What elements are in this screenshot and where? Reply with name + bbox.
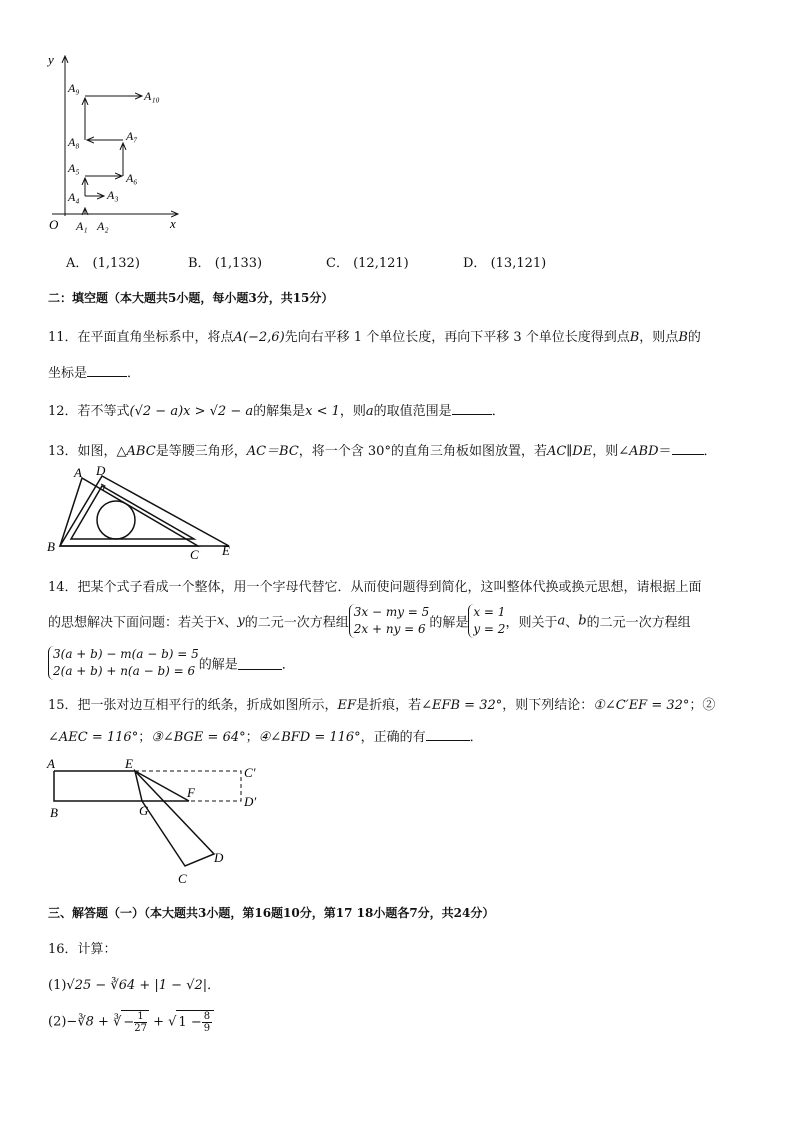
label-c-prime: C′: [244, 765, 256, 780]
q16-part2-frac2: [202, 1011, 212, 1034]
q14-system2: [48, 646, 199, 680]
q12-prefix: 12．若不等式: [48, 404, 130, 419]
q16-part1-a: √25: [66, 978, 92, 993]
q15-sep3: ；: [245, 730, 259, 745]
q16-part2-radicand1: [121, 1010, 149, 1034]
option-b-value: (1,133): [214, 256, 263, 271]
q14-sol-eq2: y = 2: [473, 622, 506, 636]
q12-mid: 的解集是: [253, 404, 306, 419]
q16-part2-radicand2: [176, 1010, 214, 1034]
q15-ef: EF: [337, 698, 357, 713]
q14-sol-eq1: x = 1: [473, 605, 506, 619]
q14-b: b: [578, 613, 587, 629]
q12-var: a: [365, 404, 374, 419]
q14-sys1-eq2: 2x + ny = 6: [353, 622, 426, 636]
q11-answer-blank[interactable]: [87, 364, 127, 377]
q15-answer-blank[interactable]: [426, 728, 470, 741]
y-axis-label: y: [48, 52, 54, 67]
q11-point: A(−2,6): [233, 330, 285, 345]
q11-text-c: ，则点: [639, 330, 679, 345]
q14-y: y: [237, 613, 245, 629]
option-c[interactable]: [326, 252, 409, 271]
label-d: D: [96, 463, 106, 478]
q15-conclusion4: ④∠BFD = 116°: [258, 730, 361, 745]
q14-a: a: [557, 613, 566, 629]
q16-part2-frac2-num: 8: [203, 1011, 211, 1022]
q12-answer-blank[interactable]: [452, 402, 492, 415]
point-a9: A₉: [68, 81, 80, 95]
q14-sys1-eq1: 3x − my = 5: [353, 605, 430, 619]
label-b: B: [47, 539, 55, 554]
q12-end: ．: [491, 404, 505, 419]
option-d-value: (13,121): [490, 256, 547, 271]
q15-line2: [48, 726, 483, 745]
q14-text-b: 的二元一次方程组: [244, 615, 349, 631]
q15-text-c: ，则下列结论：: [502, 698, 594, 713]
option-b[interactable]: [188, 252, 262, 271]
q14-text-c: 的解是: [429, 615, 469, 631]
q16-part2-label: (2): [48, 1014, 67, 1030]
label-d: D: [214, 850, 224, 865]
label-e: E: [125, 756, 133, 771]
q14-solution1: [468, 604, 505, 638]
x-axis-label: x: [170, 216, 176, 231]
q15-conclusion2: ∠AEC = 116°: [48, 730, 139, 745]
figure-staircase: [40, 48, 200, 238]
q11-text-d: 的: [687, 330, 701, 345]
label-c: C: [178, 871, 187, 886]
q16-part2-a: −∛8 + ∛: [66, 1014, 122, 1030]
label-f: F: [187, 785, 195, 800]
q15-conclusion1: ①∠C′EF = 32°: [593, 698, 690, 713]
q11-text-b: 先向右平移 1 个单位长度，再向下平移 3 个单位长度得到点: [284, 330, 630, 345]
q16-part2-c: 1 −: [178, 1015, 202, 1030]
label-a: A: [47, 756, 55, 771]
q14-line1: 14．把某个式子看成一个整体，用一个字母代替它．从而使问题得到简化，这叫整体代换或换元思想，请根据上面: [48, 580, 702, 595]
point-a10: A₁₀: [144, 89, 160, 103]
q16-part2-b: +: [148, 1014, 169, 1030]
q13-text-e: ＝: [658, 444, 672, 459]
label-e: E: [222, 543, 230, 558]
q13-line: [48, 440, 717, 459]
q11-line2: [48, 362, 140, 381]
q15-text-b: 是折痕，若: [356, 698, 422, 713]
option-c-value: (12,121): [353, 256, 409, 271]
q12-line: [48, 400, 505, 419]
q16-part2-frac1-num: 1: [134, 1011, 147, 1023]
figure-folded-strip: [44, 754, 274, 890]
origin-label: O: [49, 217, 59, 232]
q16-part1-c: |1 − √2|: [154, 978, 208, 993]
q16-part2: [48, 1010, 214, 1034]
section2-title: 二：填空题（本大题共5小题，每小题3分，共15分）: [48, 291, 334, 305]
q13-angle: ABD: [629, 444, 659, 459]
q15-text-a: 15．把一张对边互相平行的纸条，折成如图所示，: [48, 698, 338, 713]
q13-text-a: 13．如图，: [48, 444, 117, 459]
point-a2: A₂: [97, 219, 109, 233]
q14-text-e: 的二元一次方程组: [586, 615, 691, 631]
q11-line1: [48, 326, 701, 345]
q14-answer-blank[interactable]: [238, 657, 282, 670]
q14-text-line3: 的解是: [198, 657, 238, 673]
q13-text-c: ，将一个含 30°的直角三角板如图放置，若: [298, 444, 547, 459]
q16-part2-frac2-den: 9: [203, 1023, 211, 1034]
q11-b2: B: [678, 330, 688, 345]
option-a-value: (1,132): [92, 256, 140, 271]
label-a: A: [74, 465, 82, 480]
q15-conclusion3: ③∠BGE = 64°: [151, 730, 246, 745]
point-a7: A₇: [126, 129, 138, 143]
q15-sep1: ；: [689, 698, 703, 713]
q15-text-end: ，正确的有: [360, 730, 426, 745]
q12-mid2: ，则: [339, 404, 366, 419]
q16-part1-label: (1): [48, 978, 67, 993]
q14-line3: [48, 646, 295, 680]
q13-text-d: ，则∠: [592, 444, 630, 459]
figure-triangles: [44, 462, 244, 562]
q16-part1: [48, 974, 220, 993]
label-b: B: [50, 805, 58, 820]
q16-part1-end: ．: [207, 978, 221, 993]
q15-line1: [48, 694, 715, 713]
q14-text-a: 的思想解决下面问题：若关于: [48, 615, 218, 631]
option-b-label: B．: [188, 256, 211, 271]
label-g: G: [139, 803, 149, 818]
option-c-label: C．: [326, 256, 349, 271]
q13-end: ．: [703, 444, 717, 459]
q15-given: ∠EFB = 32°: [421, 698, 503, 713]
point-a4: A₄: [68, 190, 80, 204]
q13-parallel: AC∥DE: [546, 444, 593, 459]
q11-text-line2: 坐标是: [48, 366, 88, 381]
q14-x: x: [217, 613, 225, 629]
q14-line2: [48, 604, 691, 638]
q11-b1: B: [629, 330, 640, 345]
q14-system1: [349, 604, 430, 638]
section3-title: 三、解答题（一）（本大题共3小题，第16题10分，第17 18小题各7分，共24分）: [48, 906, 495, 920]
option-d-label: D．: [463, 256, 487, 271]
q13-answer-blank[interactable]: [672, 442, 704, 455]
q14-sep2: 、: [565, 615, 579, 631]
q12-inequality: (√2 − a)x > √2 − a: [129, 404, 254, 419]
q13-eq: AC＝BC: [246, 444, 299, 459]
q12-solution: x < 1: [305, 404, 340, 419]
q14-sys2-eq2: 2(a + b) + n(a − b) = 6: [53, 664, 196, 678]
q14-end: ．: [281, 657, 295, 673]
q16-part1-b: − ∛64 +: [91, 978, 155, 993]
q16-part2-frac1: [134, 1011, 147, 1034]
q12-suffix: 的取值范围是: [373, 404, 452, 419]
q14-sys2-eq1: 3(a + b) − m(a − b) = 5: [53, 647, 199, 661]
point-a8: A₈: [68, 135, 80, 149]
q11-text-a: 11．在平面直角坐标系中，将点: [48, 330, 234, 345]
q13-triangle: △ABC: [116, 444, 156, 459]
q14-text-d: ，则关于: [505, 615, 558, 631]
point-a3: A₃: [107, 188, 119, 202]
option-a[interactable]: [66, 252, 140, 271]
option-d[interactable]: [463, 252, 546, 271]
q15-sep2: ；: [138, 730, 152, 745]
option-a-label: A．: [66, 256, 89, 271]
q15-conclusion2-mark: ②: [702, 698, 716, 713]
point-a1: A₁: [76, 219, 88, 233]
sqrt-icon: √: [168, 1014, 177, 1030]
q13-text-b: 是等腰三角形，: [155, 444, 247, 459]
point-a5: A₅: [68, 161, 80, 175]
q16-part2-frac1-sign: −: [123, 1015, 135, 1030]
q11-end: ．: [127, 366, 141, 381]
q14-sep: 、: [224, 615, 238, 631]
q16-title: 16．计算：: [48, 942, 117, 957]
point-a6: A₆: [126, 171, 138, 185]
label-c: C: [190, 547, 199, 562]
q16-part2-frac1-den: 27: [134, 1023, 147, 1034]
label-d-prime: D′: [244, 794, 257, 809]
q15-end: ．: [469, 730, 483, 745]
